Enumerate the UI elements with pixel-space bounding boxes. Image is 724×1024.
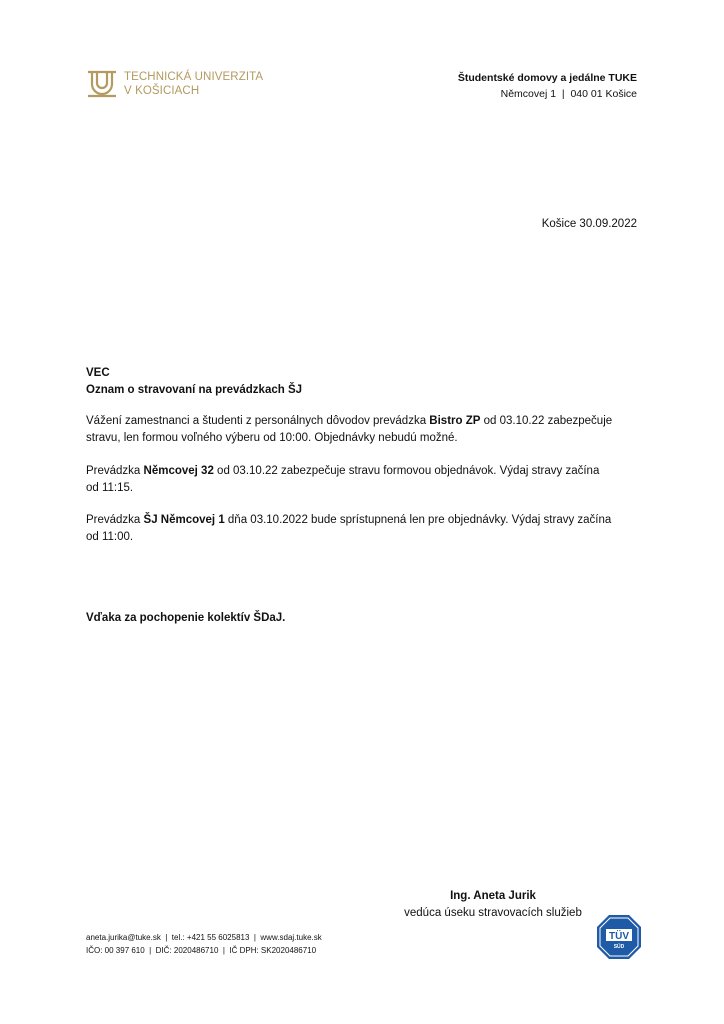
sender-address xyxy=(458,70,637,102)
organization-address: Němcovej 1 | 040 01 Košice xyxy=(500,88,637,100)
p1-text-b: od 03.10.22 zabezpečuje xyxy=(480,415,613,427)
p3-text-b: dňa 03.10.2022 bude sprístupnená len pre objednávky. Výdaj stravy začína xyxy=(224,514,612,526)
footer-line-2: IČO: 00 397 610 | DIČ: 2020486710 | IČ DPH: SK2020486710 xyxy=(86,945,317,955)
p1-text-c: stravu, len formou voľného výberu od 10:00. Objednávky nebudú možné. xyxy=(86,432,458,444)
subject-label: VEC xyxy=(86,367,110,379)
organization-name: Študentské domovy a jedálne TUKE xyxy=(457,72,637,84)
tuv-badge-label: TÜV xyxy=(609,931,629,942)
p2-text-b: od 03.10.22 zabezpečuje stravu formovou objednávok. Výdaj stravy začína xyxy=(213,465,600,477)
p3-bold: ŠJ Němcovej 1 xyxy=(143,514,225,526)
closing-thanks: Vďaka za pochopenie kolektív ŠDaJ. xyxy=(86,612,286,624)
logo-line-1: TECHNICKÁ UNIVERZITA xyxy=(124,71,264,83)
subject-title: Oznam o stravovaní na prevádzkach ŠJ xyxy=(86,384,303,396)
tuv-badge-sub: SÜD xyxy=(613,944,625,950)
signatory-name: Ing. Aneta Jurik xyxy=(450,890,536,902)
p1-text-a: Vážení zamestnanci a študenti z personálnych dôvodov prevádzka xyxy=(86,415,430,427)
subject-block xyxy=(86,365,646,399)
tuv-certification-badge xyxy=(596,914,642,960)
signature-block xyxy=(380,888,606,922)
paragraph-bistro xyxy=(86,413,646,447)
p2-bold: Němcovej 32 xyxy=(143,465,214,477)
paragraph-nemcovej-32 xyxy=(86,463,646,497)
p1-bold: Bistro ZP xyxy=(429,415,481,427)
tuke-logo-icon xyxy=(86,68,118,100)
p3-text-c: od 11:00. xyxy=(86,531,134,543)
logo-text xyxy=(124,70,263,98)
tuv-badge-icon xyxy=(596,914,642,960)
p2-text-c: od 11:15. xyxy=(86,482,134,494)
footer-line-1: aneta.jurika@tuke.sk | tel.: +421 55 6025813 | www.sdaj.tuke.sk xyxy=(86,933,322,942)
signatory-role: vedúca úseku stravovacích služieb xyxy=(404,907,582,919)
tuke-logo xyxy=(86,68,263,100)
paragraph-nemcovej-1 xyxy=(86,512,646,546)
p3-text-a: Prevádzka xyxy=(86,514,144,526)
letter-date: Košice 30.09.2022 xyxy=(541,218,637,230)
logo-line-2: V KOŠICIACH xyxy=(124,85,200,97)
footer-contact xyxy=(86,932,322,957)
p2-text-a: Prevádzka xyxy=(86,465,144,477)
